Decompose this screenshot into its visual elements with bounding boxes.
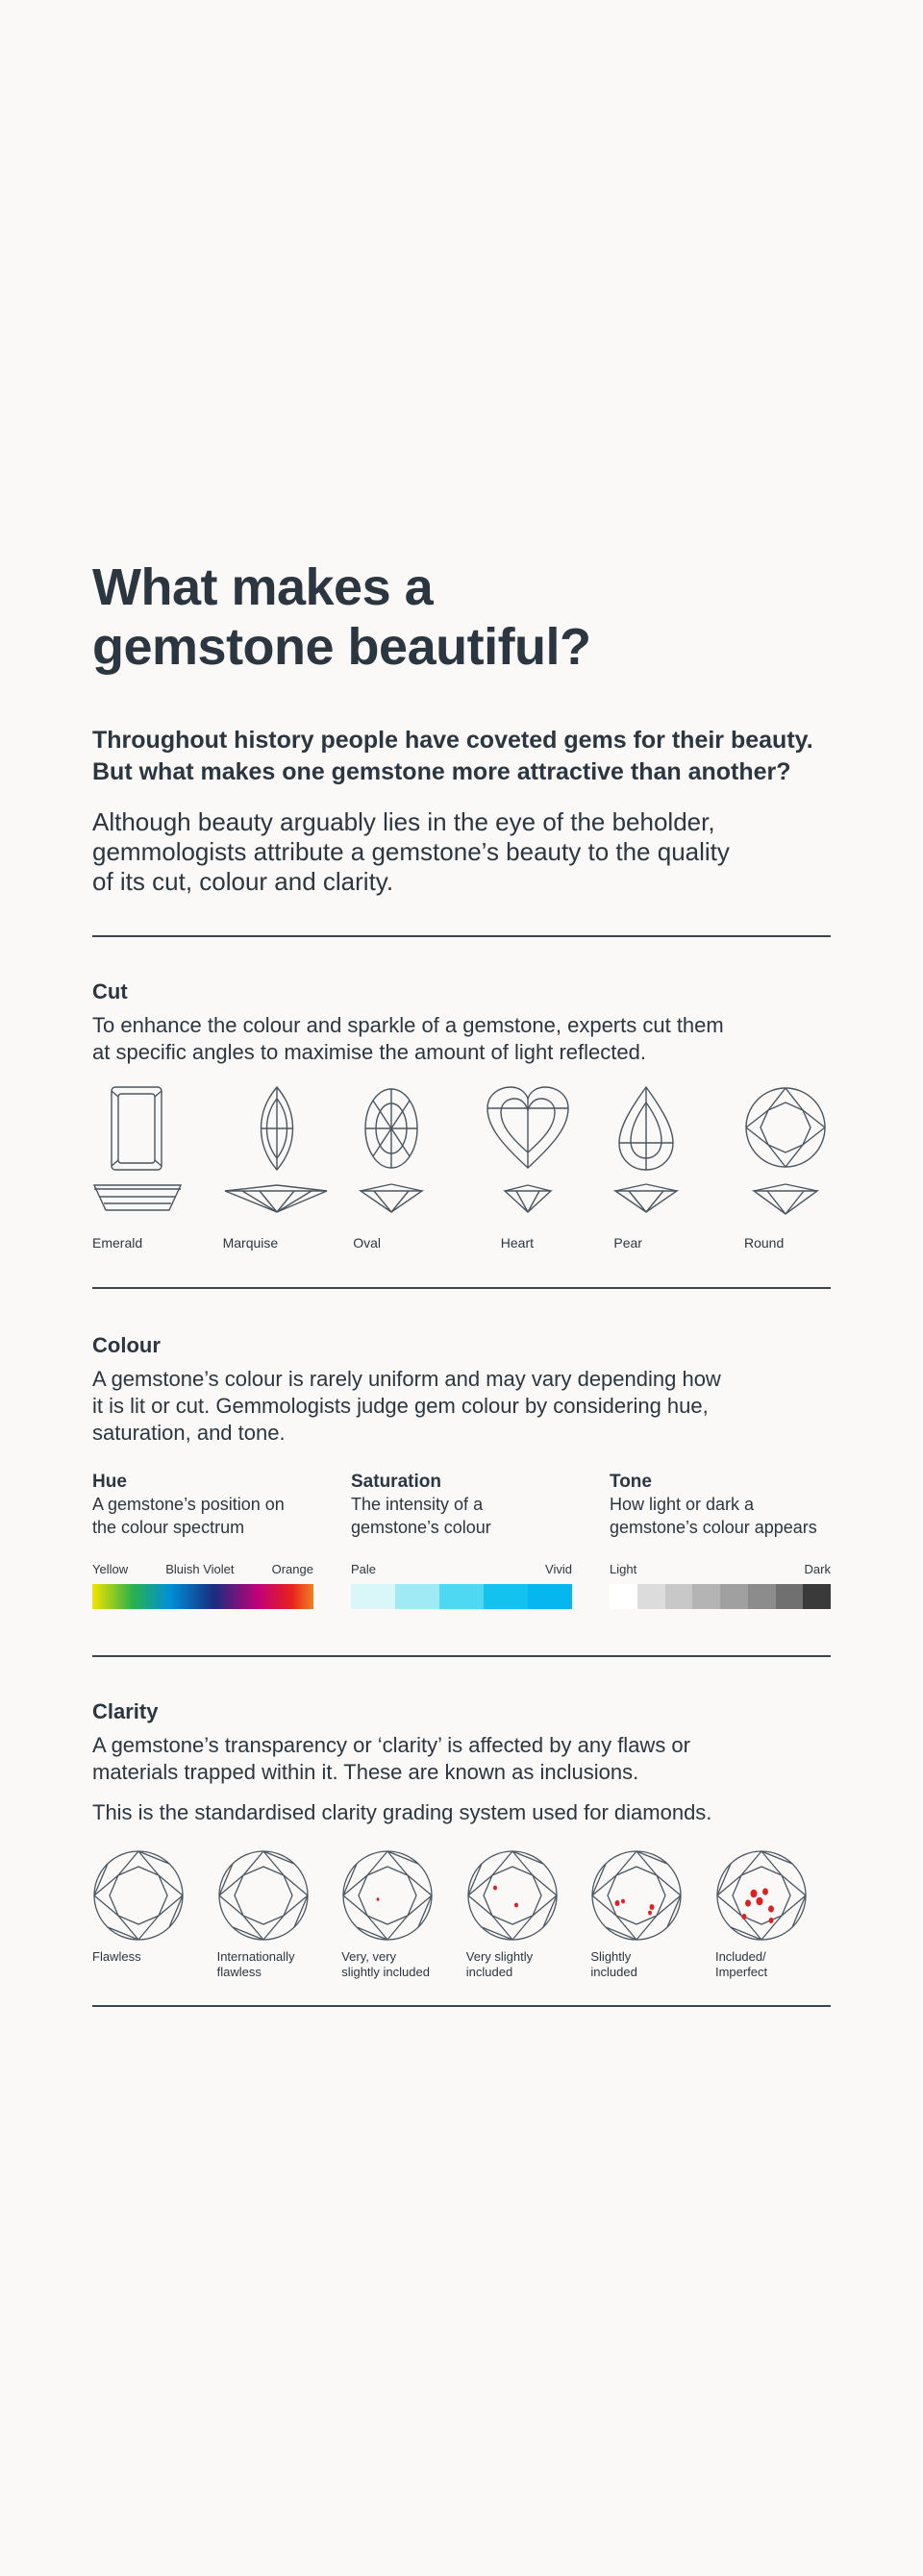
clarity-grade-label-line-2: included [590, 1965, 637, 1979]
inclusion-mark [650, 1904, 655, 1910]
colour-text [92, 1366, 831, 1447]
cut-label: Oval [353, 1235, 381, 1251]
clarity-text [92, 1732, 831, 1786]
colour-text-line-2: it is lit or cut. Gemmologists judge gem colour by considering hue, [92, 1394, 709, 1418]
cut-pear [613, 1085, 729, 1251]
saturation-column [351, 1472, 572, 1609]
inclusion-mark [745, 1899, 751, 1906]
clarity-grade-label-line-1: Flawless [92, 1949, 141, 1964]
saturation-scale-bar [351, 1584, 572, 1609]
clarity-grade [217, 1849, 333, 1980]
tone-swatch [637, 1584, 665, 1609]
divider [92, 935, 831, 937]
cut-label: Emerald [92, 1235, 143, 1251]
clarity-grades [92, 1849, 831, 1980]
saturation-swatch [351, 1584, 395, 1609]
hue-label-orange: Orange [271, 1562, 313, 1576]
tone-swatch [692, 1584, 720, 1609]
intro-text [92, 807, 831, 897]
clarity-grade-label [715, 1949, 831, 1980]
diamond-clarity-icon [466, 1849, 559, 1942]
cut-label: Pear [613, 1235, 642, 1251]
colour-section [92, 1333, 831, 1609]
saturation-label-vivid: Vivid [545, 1562, 572, 1576]
clarity-grade [92, 1849, 208, 1980]
hue-desc-line-1: A gemstone’s position on [92, 1495, 285, 1514]
diamond-clarity-icon [590, 1849, 683, 1942]
inclusion-mark [493, 1886, 497, 1891]
title-line-1: What makes a [92, 558, 434, 616]
inclusion-mark [514, 1903, 518, 1908]
hue-desc [92, 1493, 313, 1539]
inclusion-mark [756, 1897, 762, 1905]
tone-desc [610, 1493, 831, 1539]
cut-text [92, 1012, 831, 1066]
hue-label-yellow: Yellow [92, 1562, 129, 1576]
saturation-label-pale: Pale [351, 1562, 377, 1576]
inclusion-mark [741, 1914, 746, 1920]
diamond-clarity-icon [341, 1849, 434, 1942]
cut-emerald [92, 1085, 208, 1251]
diamond-clarity-icon [217, 1849, 310, 1942]
cut-oval [353, 1085, 468, 1251]
cut-section [92, 979, 831, 1251]
marquise-cut-icon [223, 1085, 329, 1229]
clarity-grade-label-line-2: Imperfect [714, 1965, 768, 1979]
tone-swatch [776, 1584, 804, 1609]
cut-round [744, 1085, 831, 1251]
pear-cut-icon [613, 1085, 710, 1229]
clarity-grade-label [590, 1949, 706, 1980]
emerald-cut-icon [92, 1085, 188, 1229]
clarity-grade-label-line-2: flawless [216, 1965, 262, 1979]
tone-swatch [610, 1584, 637, 1609]
tone-label-light: Light [610, 1562, 637, 1576]
tone-swatch [720, 1584, 748, 1609]
inclusion-mark [762, 1888, 768, 1895]
tone-desc-line-2: gemstone’s colour appears [610, 1518, 817, 1537]
intro-line-1: Although beauty arguably lies in the eye of the beholder, [92, 807, 715, 836]
lead-line-2: But what makes one gemstone more attractive than another? [92, 758, 791, 785]
cut-shapes [92, 1085, 831, 1251]
clarity-grade-label [466, 1949, 582, 1980]
title-line-2: gemstone beautiful? [92, 618, 591, 676]
saturation-desc [351, 1493, 572, 1539]
clarity-grade [466, 1849, 582, 1980]
clarity-grade [715, 1849, 831, 1980]
tone-column [610, 1472, 831, 1609]
hue-spectrum-bar [92, 1584, 313, 1609]
inclusion-mark [750, 1890, 757, 1897]
round-cut-icon [744, 1085, 827, 1229]
heart-cut-icon [484, 1085, 580, 1229]
saturation-swatch [395, 1584, 439, 1609]
colour-text-line-1: A gemstone’s colour is rarely uniform and may vary depending how [92, 1367, 721, 1391]
saturation-swatch [484, 1584, 528, 1609]
clarity-grade-label-line-1: Very slightly [465, 1949, 534, 1964]
colour-factors [92, 1472, 831, 1609]
cut-title: Cut [92, 979, 128, 1003]
clarity-grade [341, 1849, 457, 1980]
clarity-text-line-1: A gemstone’s transparency or ‘clarity’ is affected by any flaws or [92, 1733, 690, 1757]
saturation-swatch [439, 1584, 484, 1609]
tone-scale-bar [610, 1584, 831, 1609]
tone-swatch [803, 1584, 831, 1609]
oval-cut-icon [353, 1085, 449, 1229]
inclusion-mark [377, 1897, 380, 1901]
intro-line-3: of its cut, colour and clarity. [92, 867, 394, 896]
tone-scale-labels [610, 1562, 831, 1576]
divider [92, 1655, 831, 1657]
inclusion-mark [768, 1905, 774, 1912]
hue-label-bluish-violet: Bluish Violet [165, 1562, 235, 1576]
content [92, 557, 831, 2007]
clarity-grade-label [341, 1949, 457, 1980]
tone-swatch [665, 1584, 693, 1609]
clarity-grade [590, 1849, 706, 1980]
inclusion-mark [621, 1899, 625, 1904]
cut-marquise [223, 1085, 338, 1251]
saturation-scale-labels [351, 1562, 572, 1576]
cut-text-line-2: at specific angles to maximise the amount of light reflected. [92, 1040, 646, 1064]
clarity-grade-label-line-2: included [465, 1965, 513, 1979]
saturation-desc-line-1: The intensity of a [351, 1495, 484, 1514]
clarity-grade-label-line-1: Very, very [341, 1949, 397, 1964]
inclusion-mark [648, 1911, 652, 1916]
clarity-title: Clarity [92, 1699, 159, 1723]
clarity-text-line-2: materials trapped within it. These are known as inclusions. [92, 1760, 639, 1784]
diamond-clarity-icon [715, 1849, 808, 1942]
lead-text [92, 725, 831, 788]
cut-text-line-1: To enhance the colour and sparkle of a gemstone, experts cut them [92, 1013, 724, 1037]
tone-swatch [748, 1584, 776, 1609]
cut-heart [484, 1085, 599, 1251]
intro-line-2: gemmologists attribute a gemstone’s beauty to the quality [92, 837, 730, 866]
inclusion-mark [768, 1918, 773, 1923]
divider [92, 2005, 831, 2007]
colour-text-line-3: saturation, and tone. [92, 1421, 286, 1445]
clarity-grade-label [217, 1949, 333, 1980]
page-title [92, 557, 831, 677]
hue-desc-line-2: the colour spectrum [92, 1518, 245, 1537]
tone-title: Tone [610, 1472, 652, 1492]
divider [92, 1287, 831, 1289]
clarity-grade-label-line-1: Internationally [216, 1949, 295, 1964]
colour-title: Colour [92, 1333, 161, 1357]
cut-label: Marquise [222, 1235, 279, 1251]
tone-desc-line-1: How light or dark a [610, 1495, 755, 1514]
saturation-swatch [528, 1584, 572, 1609]
hue-column [92, 1472, 313, 1609]
clarity-grade-label-line-1: Included/ [714, 1949, 766, 1964]
cut-label: Round [743, 1235, 785, 1251]
clarity-section [92, 1699, 831, 1980]
saturation-desc-line-2: gemstone’s colour [351, 1518, 491, 1537]
diamond-clarity-icon [92, 1849, 185, 1942]
cut-label: Heart [500, 1235, 535, 1251]
clarity-grade-label-line-1: Slightly [590, 1949, 632, 1964]
inclusion-mark [615, 1900, 620, 1906]
hue-title: Hue [92, 1472, 127, 1492]
clarity-grading-intro: This is the standardised clarity grading system used for diamonds. [92, 1800, 712, 1824]
hue-scale-labels [92, 1562, 313, 1576]
clarity-grade-label [92, 1949, 208, 1965]
clarity-grade-label-line-2: slightly included [341, 1965, 430, 1979]
lead-line-1: Throughout history people have coveted gems for their beauty. [92, 727, 813, 754]
tone-label-dark: Dark [804, 1562, 831, 1576]
saturation-title: Saturation [351, 1472, 441, 1492]
